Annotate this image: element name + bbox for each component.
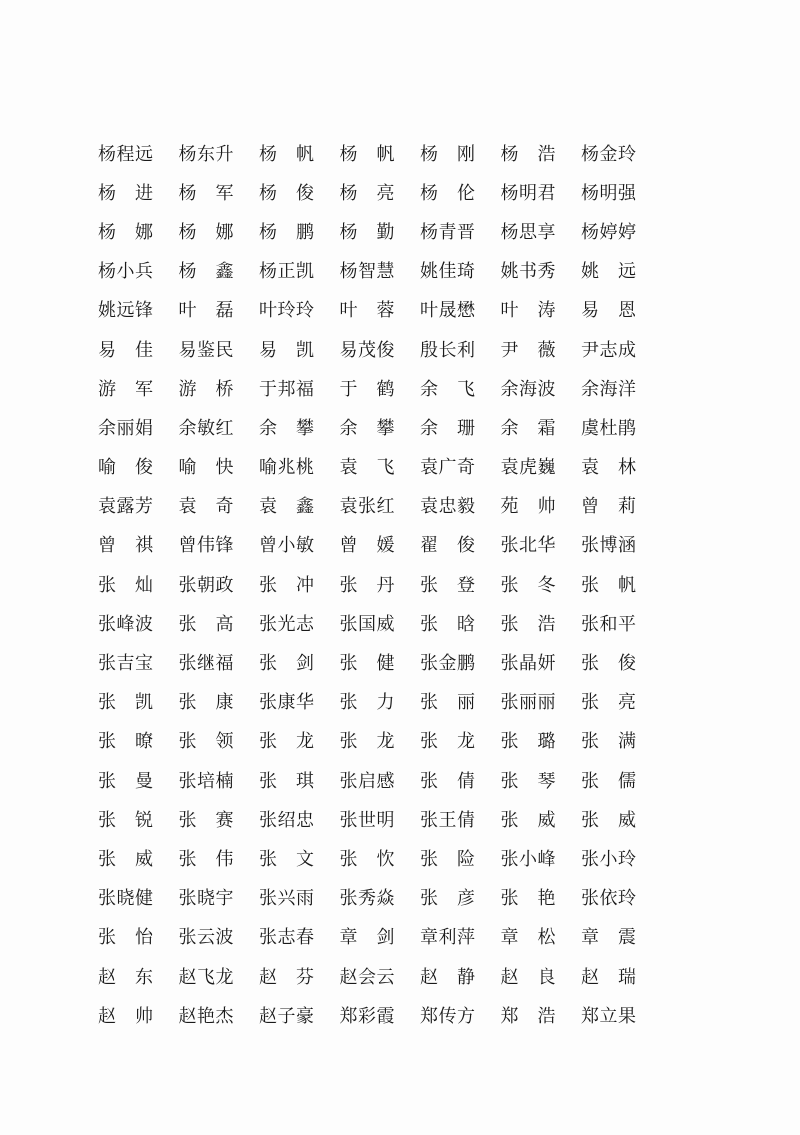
name-entry: 张 晗 bbox=[420, 613, 476, 635]
name-entry: 张 忺 bbox=[339, 848, 395, 870]
name-row bbox=[98, 488, 650, 527]
name-entry: 赵 静 bbox=[420, 966, 476, 988]
name-entry: 张 康 bbox=[178, 692, 234, 714]
name-entry: 杨 亮 bbox=[339, 182, 395, 204]
name-entry: 张 龙 bbox=[420, 731, 476, 753]
name-entry: 张 满 bbox=[581, 731, 637, 753]
name-entry: 翟 俊 bbox=[420, 535, 476, 557]
name-entry: 张 力 bbox=[339, 692, 395, 714]
name-entry: 杨 伦 bbox=[420, 182, 476, 204]
name-entry: 张依玲 bbox=[581, 888, 637, 910]
name-entry: 杨 勤 bbox=[339, 221, 395, 243]
name-entry: 章 剑 bbox=[339, 927, 395, 949]
name-row bbox=[98, 213, 650, 252]
name-entry: 张北华 bbox=[500, 535, 556, 557]
name-entry: 张 灿 bbox=[98, 574, 154, 596]
name-entry: 姚佳琦 bbox=[420, 261, 476, 283]
name-entry: 喻 俊 bbox=[98, 457, 154, 479]
name-row bbox=[98, 292, 650, 331]
name-entry: 姚书秀 bbox=[500, 261, 556, 283]
name-entry: 张晓健 bbox=[98, 888, 154, 910]
name-row bbox=[98, 801, 650, 840]
name-entry: 杨 鹏 bbox=[259, 221, 315, 243]
name-entry: 杨 俊 bbox=[259, 182, 315, 204]
name-entry: 袁虎巍 bbox=[500, 457, 556, 479]
name-entry: 张 暸 bbox=[98, 731, 154, 753]
name-entry: 张丽丽 bbox=[500, 692, 556, 714]
name-entry: 张 威 bbox=[98, 848, 154, 870]
name-entry: 尹 薇 bbox=[500, 339, 556, 361]
name-entry: 杨 军 bbox=[178, 182, 234, 204]
name-row bbox=[98, 997, 650, 1036]
name-entry: 游 军 bbox=[98, 378, 154, 400]
name-entry: 杨青晋 bbox=[420, 221, 476, 243]
name-entry: 张 登 bbox=[420, 574, 476, 596]
name-entry: 叶 涛 bbox=[500, 300, 556, 322]
name-entry: 袁露芳 bbox=[98, 496, 154, 518]
name-entry: 张 冬 bbox=[500, 574, 556, 596]
name-entry: 余 珊 bbox=[420, 417, 476, 439]
name-entry: 杨智慧 bbox=[339, 261, 395, 283]
name-entry: 张秀焱 bbox=[339, 888, 395, 910]
name-row bbox=[98, 919, 650, 958]
name-entry: 袁 飞 bbox=[339, 457, 395, 479]
name-row bbox=[98, 331, 650, 370]
name-entry: 叶晟懋 bbox=[420, 300, 476, 322]
name-entry: 张 帆 bbox=[581, 574, 637, 596]
name-entry: 余 霜 bbox=[500, 417, 556, 439]
name-row bbox=[98, 253, 650, 292]
name-entry: 姚 远 bbox=[581, 261, 637, 283]
name-entry: 张绍忠 bbox=[259, 809, 315, 831]
name-entry: 余 飞 bbox=[420, 378, 476, 400]
name-entry: 张 赛 bbox=[178, 809, 234, 831]
name-row bbox=[98, 370, 650, 409]
name-row bbox=[98, 762, 650, 801]
name-entry: 章利萍 bbox=[420, 927, 476, 949]
name-entry: 赵 帅 bbox=[98, 1005, 154, 1027]
name-entry: 张 亮 bbox=[581, 692, 637, 714]
name-entry: 张 璐 bbox=[500, 731, 556, 753]
name-entry: 杨 刚 bbox=[420, 143, 476, 165]
name-entry: 袁忠毅 bbox=[420, 496, 476, 518]
name-entry: 张 冲 bbox=[259, 574, 315, 596]
name-entry: 张吉宝 bbox=[98, 653, 154, 675]
name-row bbox=[98, 684, 650, 723]
name-entry: 章 松 bbox=[500, 927, 556, 949]
name-entry: 苑 帅 bbox=[500, 496, 556, 518]
name-entry: 易 恩 bbox=[581, 300, 637, 322]
name-entry: 张 伟 bbox=[178, 848, 234, 870]
name-entry: 赵会云 bbox=[339, 966, 395, 988]
name-entry: 叶 磊 bbox=[178, 300, 234, 322]
name-entry: 杨明强 bbox=[581, 182, 637, 204]
name-entry: 张 曼 bbox=[98, 770, 154, 792]
name-entry: 张 儒 bbox=[581, 770, 637, 792]
name-entry: 张 龙 bbox=[339, 731, 395, 753]
name-entry: 张晶妍 bbox=[500, 653, 556, 675]
name-entry: 余海洋 bbox=[581, 378, 637, 400]
name-entry: 杨 鑫 bbox=[178, 261, 234, 283]
name-entry: 郑传方 bbox=[420, 1005, 476, 1027]
name-entry: 张博涵 bbox=[581, 535, 637, 557]
name-entry: 杨金玲 bbox=[581, 143, 637, 165]
name-entry: 张 健 bbox=[339, 653, 395, 675]
name-row bbox=[98, 880, 650, 919]
name-entry: 杨婷婷 bbox=[581, 221, 637, 243]
name-entry: 袁 奇 bbox=[178, 496, 234, 518]
name-entry: 赵 瑞 bbox=[581, 966, 637, 988]
name-entry: 张 威 bbox=[581, 809, 637, 831]
name-entry: 余海波 bbox=[500, 378, 556, 400]
name-entry: 张 险 bbox=[420, 848, 476, 870]
name-entry: 余丽娟 bbox=[98, 417, 154, 439]
name-entry: 张 艳 bbox=[500, 888, 556, 910]
name-entry: 杨正凯 bbox=[259, 261, 315, 283]
name-entry: 张朝政 bbox=[178, 574, 234, 596]
name-entry: 曾 媛 bbox=[339, 535, 395, 557]
name-entry: 郑立果 bbox=[581, 1005, 637, 1027]
name-entry: 袁张红 bbox=[339, 496, 395, 518]
name-entry: 郑彩霞 bbox=[339, 1005, 395, 1027]
name-entry: 张继福 bbox=[178, 653, 234, 675]
name-entry: 张 龙 bbox=[259, 731, 315, 753]
name-entry: 张志春 bbox=[259, 927, 315, 949]
name-entry: 杨东升 bbox=[178, 143, 234, 165]
name-entry: 曾 祺 bbox=[98, 535, 154, 557]
name-entry: 杨 浩 bbox=[500, 143, 556, 165]
name-entry: 张 剑 bbox=[259, 653, 315, 675]
name-row bbox=[98, 174, 650, 213]
name-entry: 张 威 bbox=[500, 809, 556, 831]
name-entry: 杨 帆 bbox=[259, 143, 315, 165]
name-entry: 张兴雨 bbox=[259, 888, 315, 910]
name-entry: 张 倩 bbox=[420, 770, 476, 792]
name-entry: 张金鹏 bbox=[420, 653, 476, 675]
name-entry: 叶 蓉 bbox=[339, 300, 395, 322]
name-entry: 张晓宇 bbox=[178, 888, 234, 910]
name-entry: 张王倩 bbox=[420, 809, 476, 831]
name-entry: 曾 莉 bbox=[581, 496, 637, 518]
name-entry: 袁 鑫 bbox=[259, 496, 315, 518]
name-row bbox=[98, 644, 650, 683]
name-row bbox=[98, 605, 650, 644]
name-entry: 姚远锋 bbox=[98, 300, 154, 322]
name-entry: 张世明 bbox=[339, 809, 395, 831]
name-entry: 曾伟锋 bbox=[178, 535, 234, 557]
name-row bbox=[98, 527, 650, 566]
name-row bbox=[98, 449, 650, 488]
name-entry: 杨程远 bbox=[98, 143, 154, 165]
name-entry: 赵 良 bbox=[500, 966, 556, 988]
name-entry: 易鉴民 bbox=[178, 339, 234, 361]
name-entry: 虞杜鹃 bbox=[581, 417, 637, 439]
name-entry: 杨 娜 bbox=[178, 221, 234, 243]
name-entry: 张峰波 bbox=[98, 613, 154, 635]
name-entry: 张培楠 bbox=[178, 770, 234, 792]
name-entry: 张启感 bbox=[339, 770, 395, 792]
name-entry: 张 琴 bbox=[500, 770, 556, 792]
name-entry: 叶玲玲 bbox=[259, 300, 315, 322]
name-entry: 张康华 bbox=[259, 692, 315, 714]
name-entry: 章 震 bbox=[581, 927, 637, 949]
name-entry: 张小玲 bbox=[581, 848, 637, 870]
name-row bbox=[98, 958, 650, 997]
name-entry: 张国威 bbox=[339, 613, 395, 635]
name-list bbox=[98, 135, 650, 1036]
name-entry: 易 佳 bbox=[98, 339, 154, 361]
name-entry: 张 怡 bbox=[98, 927, 154, 949]
name-entry: 尹志成 bbox=[581, 339, 637, 361]
name-entry: 杨 娜 bbox=[98, 221, 154, 243]
name-entry: 郑 浩 bbox=[500, 1005, 556, 1027]
name-entry: 殷长利 bbox=[420, 339, 476, 361]
name-entry: 于邦福 bbox=[259, 378, 315, 400]
name-entry: 张光志 bbox=[259, 613, 315, 635]
name-entry: 张 彦 bbox=[420, 888, 476, 910]
name-entry: 张 凯 bbox=[98, 692, 154, 714]
name-entry: 杨 进 bbox=[98, 182, 154, 204]
name-entry: 袁广奇 bbox=[420, 457, 476, 479]
name-entry: 杨明君 bbox=[500, 182, 556, 204]
name-entry: 杨小兵 bbox=[98, 261, 154, 283]
name-entry: 曾小敏 bbox=[259, 535, 315, 557]
name-row bbox=[98, 723, 650, 762]
name-entry: 赵子豪 bbox=[259, 1005, 315, 1027]
name-entry: 杨思享 bbox=[500, 221, 556, 243]
name-entry: 赵 东 bbox=[98, 966, 154, 988]
name-entry: 张和平 bbox=[581, 613, 637, 635]
name-entry: 张 高 bbox=[178, 613, 234, 635]
name-row bbox=[98, 135, 650, 174]
name-entry: 于 鹤 bbox=[339, 378, 395, 400]
name-entry: 余敏红 bbox=[178, 417, 234, 439]
name-entry: 张 锐 bbox=[98, 809, 154, 831]
name-entry: 赵 芬 bbox=[259, 966, 315, 988]
name-entry: 余 攀 bbox=[259, 417, 315, 439]
name-entry: 喻 快 bbox=[178, 457, 234, 479]
name-entry: 余 攀 bbox=[339, 417, 395, 439]
name-entry: 张小峰 bbox=[500, 848, 556, 870]
name-row bbox=[98, 840, 650, 879]
name-entry: 易茂俊 bbox=[339, 339, 395, 361]
name-entry: 张云波 bbox=[178, 927, 234, 949]
name-entry: 袁 林 bbox=[581, 457, 637, 479]
name-entry: 赵艳杰 bbox=[178, 1005, 234, 1027]
name-row bbox=[98, 409, 650, 448]
name-entry: 张 丹 bbox=[339, 574, 395, 596]
name-entry: 赵飞龙 bbox=[178, 966, 234, 988]
name-entry: 易 凯 bbox=[259, 339, 315, 361]
name-entry: 张 俊 bbox=[581, 653, 637, 675]
name-entry: 杨 帆 bbox=[339, 143, 395, 165]
name-entry: 游 桥 bbox=[178, 378, 234, 400]
name-entry: 张 浩 bbox=[500, 613, 556, 635]
name-entry: 喻兆桃 bbox=[259, 457, 315, 479]
name-row bbox=[98, 566, 650, 605]
name-entry: 张 丽 bbox=[420, 692, 476, 714]
name-entry: 张 琪 bbox=[259, 770, 315, 792]
name-entry: 张 文 bbox=[259, 848, 315, 870]
name-entry: 张 领 bbox=[178, 731, 234, 753]
